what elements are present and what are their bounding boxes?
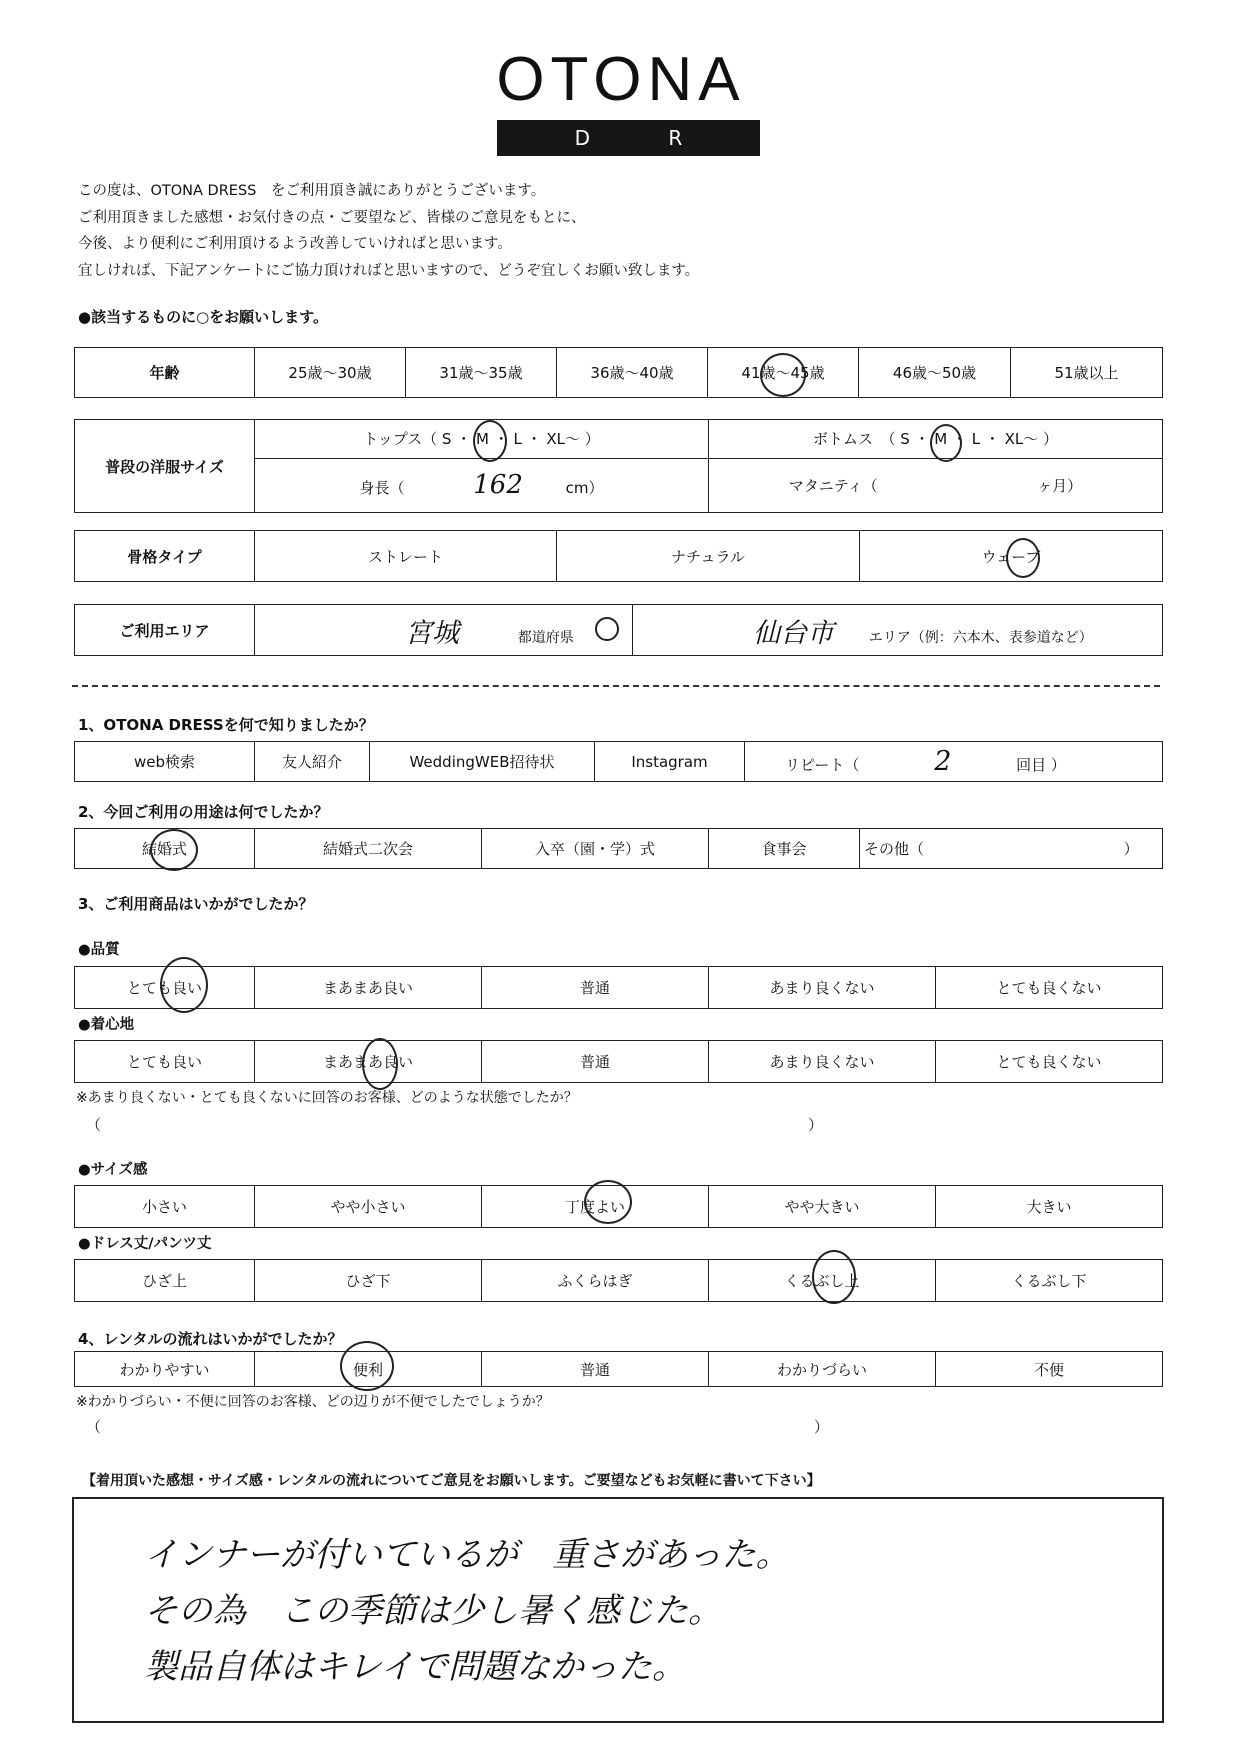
- prefecture-suffix: 都道府県: [517, 629, 574, 646]
- comfort-note: ※あまり良くない・とても良くないに回答のお客様、どのような状態でしたか？: [76, 1090, 578, 1106]
- selection-circle: [473, 420, 507, 462]
- size-feel-option-selected[interactable]: 丁度よい: [482, 1186, 709, 1228]
- age-label: 年齢: [75, 348, 255, 398]
- q1-option[interactable]: Instagram: [595, 742, 745, 782]
- city-value: 仙台市: [753, 617, 834, 649]
- body-type-table: [74, 530, 1163, 582]
- intro-line: ご利用頂きました感想・お気付きの点・ご要望など、皆様のご意見をもとに、: [78, 209, 586, 226]
- body-type-label: 骨格タイプ: [75, 531, 255, 582]
- q4-note-open: （: [86, 1418, 102, 1436]
- q1-repeat-suffix: 回目 ）: [1016, 756, 1066, 774]
- selection-circle: [595, 617, 619, 641]
- size-feel-option[interactable]: 小さい: [75, 1186, 255, 1228]
- age-option[interactable]: 31歳～35歳: [406, 348, 557, 398]
- comment-line: インナーが付いているが 重さがあった。: [144, 1535, 790, 1575]
- tops-size-options[interactable]: トップス（ S ・ M ・ L ・ XL～ ）: [255, 420, 709, 459]
- q1-repeat-label: リピート（: [785, 756, 860, 774]
- instruction-heading: ●該当するものに○をお願いします。: [78, 308, 328, 326]
- intro-line: 宜しければ、下記アンケートにご協力頂ければと思いますので、どうぞ宜しくお願い致します。: [78, 262, 700, 279]
- maternity-unit: ヶ月）: [1037, 476, 1083, 495]
- length-option-selected[interactable]: くるぶし上: [709, 1260, 936, 1302]
- section-divider: [72, 685, 1160, 687]
- q1-option[interactable]: web検索: [75, 742, 255, 782]
- city-field[interactable]: [633, 605, 1163, 656]
- q2-option[interactable]: 入卒（園・学）式: [482, 829, 709, 869]
- city-suffix: エリア（例：六本木、表参道など）: [868, 629, 1093, 646]
- size-feel-option[interactable]: やや大きい: [709, 1186, 936, 1228]
- quality-option[interactable]: 普通: [482, 967, 709, 1009]
- selection-circle: [1006, 538, 1040, 578]
- size-label: 普段の洋服サイズ: [75, 420, 255, 513]
- comfort-label: ●着心地: [78, 1017, 135, 1033]
- q4-option[interactable]: わかりやすい: [75, 1352, 255, 1387]
- comfort-option[interactable]: 普通: [482, 1041, 709, 1083]
- intro-line: 今後、より便利にご利用頂けるよう改善していければと思います。: [78, 236, 512, 252]
- body-type-option[interactable]: ストレート: [255, 531, 557, 582]
- intro-line: この度は、OTONA DRESS をご利用頂き誠にありがとうございます。: [78, 183, 546, 199]
- length-option[interactable]: くるぶし下: [936, 1260, 1163, 1302]
- selection-circle: [150, 829, 198, 871]
- q4-option[interactable]: 不便: [936, 1352, 1163, 1387]
- quality-option[interactable]: とても良くない: [936, 967, 1163, 1009]
- q2-table: [74, 828, 1163, 869]
- height-label: 身長（: [359, 479, 405, 498]
- selection-circle: [812, 1250, 856, 1304]
- q4-option[interactable]: わかりづらい: [709, 1352, 936, 1387]
- q2-other-label: その他（: [864, 840, 925, 858]
- age-table: [74, 347, 1163, 398]
- age-option[interactable]: 36歳～40歳: [557, 348, 708, 398]
- bottoms-size-options[interactable]: ボトムス （ S ・ M ・ L ・ XL～ ）: [709, 420, 1163, 459]
- prefecture-field[interactable]: [255, 605, 633, 656]
- length-table: [74, 1259, 1163, 1302]
- q1-repeat-value: 2: [934, 746, 952, 777]
- age-option[interactable]: 46歳～50歳: [859, 348, 1011, 398]
- comfort-option[interactable]: とても良い: [75, 1041, 255, 1083]
- q2-option[interactable]: 食事会: [709, 829, 860, 869]
- comfort-note-close: ）: [808, 1116, 824, 1134]
- area-label: ご利用エリア: [75, 605, 255, 656]
- q1-repeat-field[interactable]: [745, 742, 1163, 782]
- quality-label: ●品質: [78, 942, 120, 958]
- comfort-option[interactable]: とても良くない: [936, 1041, 1163, 1083]
- selection-circle: [760, 353, 806, 397]
- age-option-selected[interactable]: 41歳～45歳: [708, 348, 859, 398]
- q1-table: [74, 741, 1163, 782]
- q1-option[interactable]: 友人紹介: [255, 742, 370, 782]
- quality-option[interactable]: あまり良くない: [709, 967, 936, 1009]
- q4-option[interactable]: 普通: [482, 1352, 709, 1387]
- q2-option[interactable]: 結婚式二次会: [255, 829, 482, 869]
- selection-circle: [930, 424, 962, 462]
- height-field[interactable]: [255, 458, 709, 512]
- comment-line: その為 この季節は少し暑く感じた。: [144, 1591, 722, 1631]
- size-feel-option[interactable]: 大きい: [936, 1186, 1163, 1228]
- comment-box[interactable]: [72, 1497, 1164, 1723]
- q4-option-selected[interactable]: 便利: [255, 1352, 482, 1387]
- q4-note-close: ）: [814, 1418, 830, 1436]
- quality-option[interactable]: まあまあ良い: [255, 967, 482, 1009]
- age-option[interactable]: 25歳～30歳: [255, 348, 406, 398]
- comment-line: 製品自体はキレイで問題なかった。: [144, 1647, 686, 1687]
- q4-title: 4、レンタルの流れはいかがでしたか？: [78, 1330, 343, 1348]
- maternity-label: マタニティ（: [788, 476, 878, 495]
- selection-circle: [362, 1038, 398, 1090]
- q2-option-selected[interactable]: 結婚式: [75, 829, 255, 869]
- intro-text: [78, 178, 699, 284]
- comfort-option[interactable]: あまり良くない: [709, 1041, 936, 1083]
- length-option[interactable]: ひざ下: [255, 1260, 482, 1302]
- length-label: ●ドレス丈/パンツ丈: [78, 1236, 212, 1252]
- height-unit: cm）: [565, 479, 604, 498]
- q4-table: [74, 1351, 1163, 1387]
- height-value: 162: [473, 470, 523, 501]
- body-type-option-selected[interactable]: ウェーブ: [860, 531, 1163, 582]
- size-feel-label: ●サイズ感: [78, 1162, 148, 1178]
- prefecture-value: 宮城: [405, 617, 459, 649]
- comfort-option-selected[interactable]: まあまあ良い: [255, 1041, 482, 1083]
- comfort-table: [74, 1040, 1163, 1083]
- maternity-field[interactable]: [709, 458, 1163, 512]
- quality-option-selected[interactable]: とても良い: [75, 967, 255, 1009]
- selection-circle: [160, 957, 208, 1013]
- length-option[interactable]: ひざ上: [75, 1260, 255, 1302]
- q2-other-field[interactable]: [860, 829, 1163, 869]
- body-type-option[interactable]: ナチュラル: [557, 531, 860, 582]
- selection-circle: [584, 1180, 632, 1224]
- size-table: [74, 419, 1163, 513]
- comfort-note-open: （: [86, 1116, 102, 1134]
- size-feel-option[interactable]: やや小さい: [255, 1186, 482, 1228]
- q2-other-close: ）: [1123, 840, 1139, 858]
- brand-logo: OTONA: [496, 45, 746, 114]
- comment-header: 【着用頂いた感想・サイズ感・レンタルの流れについてご意見をお願いします。ご要望などもお気軽に書いて下さい】: [82, 1473, 821, 1489]
- brand-logo-sub: D R E S S: [497, 120, 760, 156]
- selection-circle: [340, 1341, 394, 1391]
- q3-title: 3、ご利用商品はいかがでしたか？: [78, 895, 314, 913]
- quality-table: [74, 966, 1163, 1009]
- length-option[interactable]: ふくらはぎ: [482, 1260, 709, 1302]
- age-option[interactable]: 51歳以上: [1011, 348, 1163, 398]
- q1-option[interactable]: WeddingWEB招待状: [370, 742, 595, 782]
- q4-note: ※わかりづらい・不便に回答のお客様、どの辺りが不便でしたでしょうか？: [76, 1394, 550, 1410]
- q2-title: 2、今回ご利用の用途は何でしたか？: [78, 803, 329, 821]
- q1-title: 1、OTONA DRESSを何で知りましたか？: [78, 716, 374, 734]
